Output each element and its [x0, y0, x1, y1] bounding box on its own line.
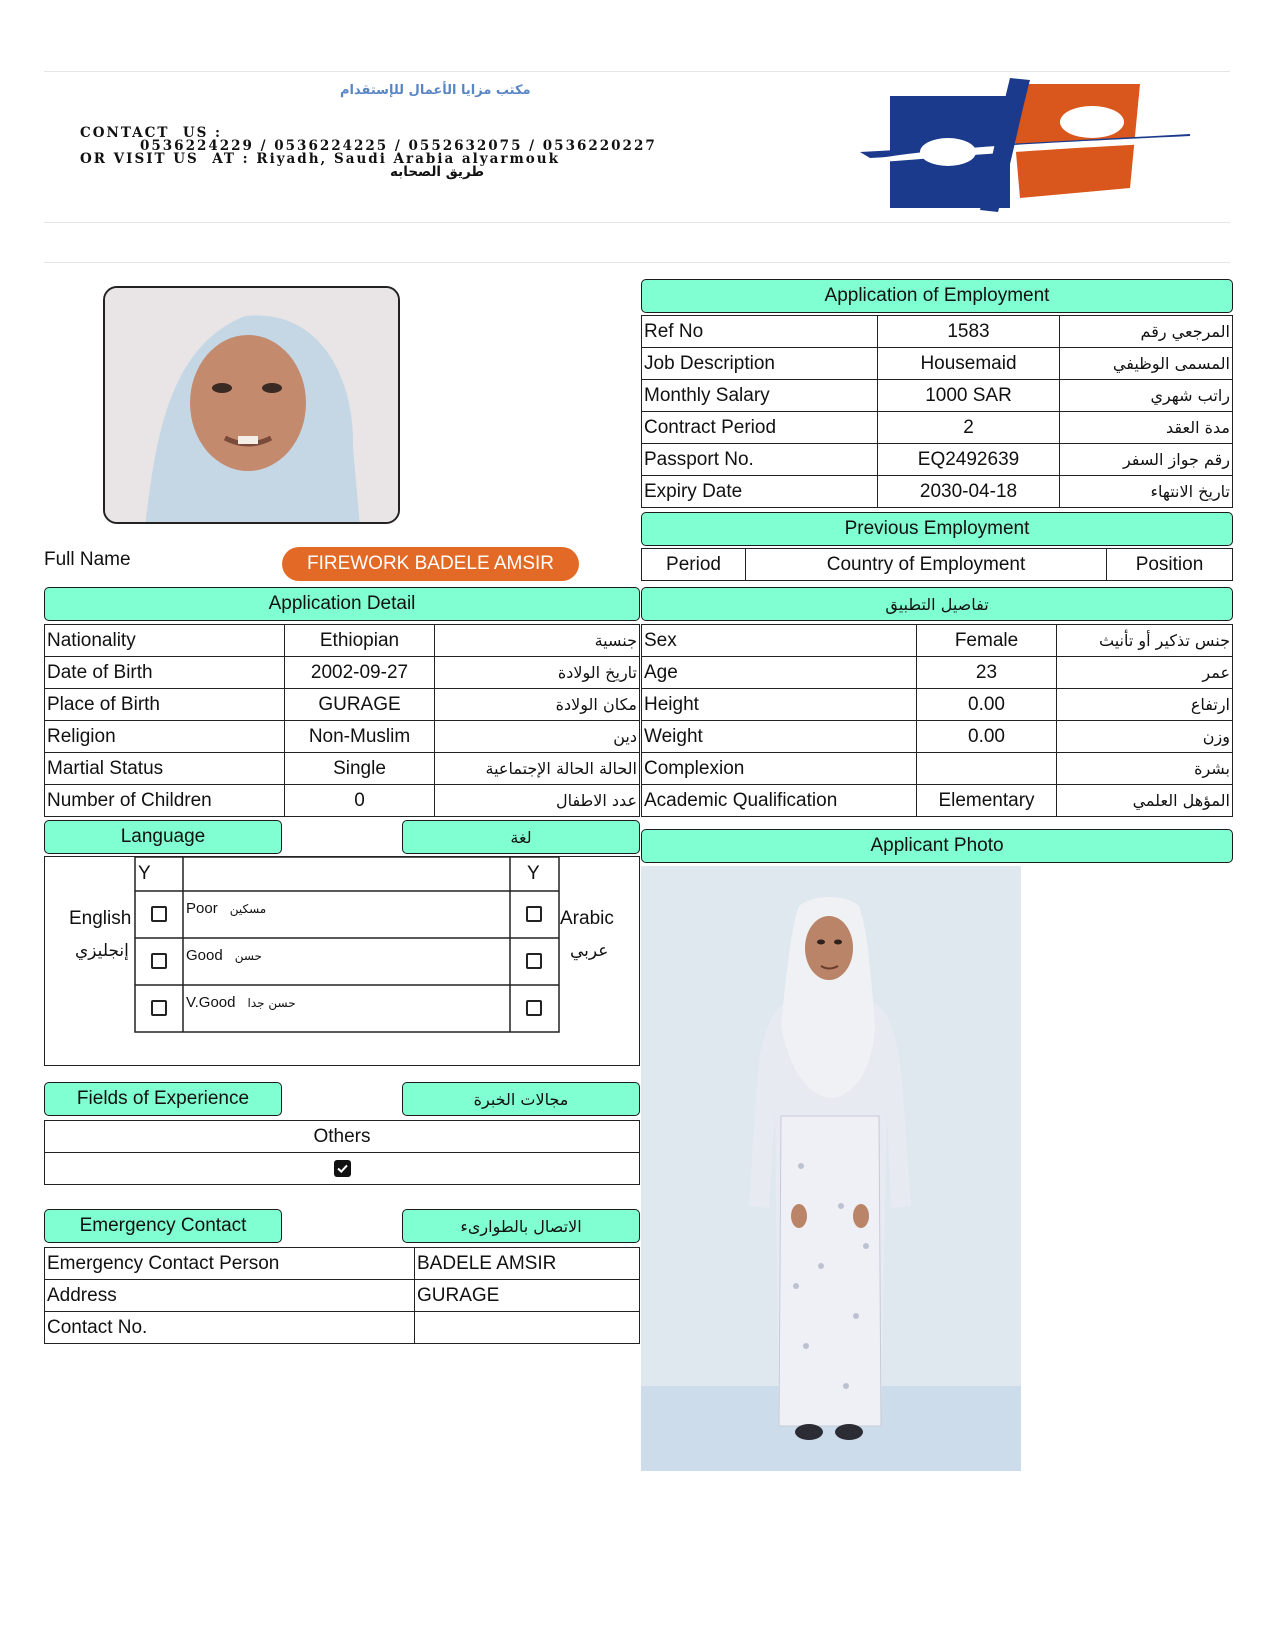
table-row: [45, 625, 640, 657]
application-detail-arabic-header: تفاصيل التطبيق: [641, 587, 1233, 621]
qualification-value: Elementary: [917, 785, 1057, 817]
salary-value: 1000 SAR: [878, 380, 1060, 412]
experience-header-arabic: مجالات الخبرة: [402, 1082, 640, 1116]
children-value: 0: [285, 785, 435, 817]
level-good: [186, 947, 262, 964]
experience-header: Fields of Experience: [44, 1082, 282, 1116]
previous-employment-table: [641, 548, 1233, 581]
language-box: [44, 856, 640, 1066]
row-label-arabic: جنس تذكير أو تأنيث: [1057, 625, 1233, 657]
row-label-arabic: عمر: [1057, 657, 1233, 689]
contact-phones: 0536224229 / 0536224225 / 0552632075 / 0536220227: [140, 138, 657, 154]
level-label-arabic: مسكين: [229, 902, 267, 916]
row-label-arabic: دين: [435, 721, 640, 753]
arabic-vgood-checkbox[interactable]: [526, 1000, 542, 1016]
row-label: Address: [45, 1280, 415, 1312]
contract-period-value: 2: [878, 412, 1060, 444]
section-rule: [44, 262, 1230, 263]
row-label: Height: [642, 689, 917, 721]
table-row: [45, 689, 640, 721]
column-header: Position: [1107, 549, 1233, 581]
row-label-arabic: تاريخ الولادة: [435, 657, 640, 689]
table-row: [642, 412, 1233, 444]
full-name-value: FIREWORK BADELE AMSIR: [282, 547, 579, 581]
level-vgood: [186, 994, 296, 1011]
application-detail-header: Application Detail: [44, 587, 640, 621]
header-rule-bottom: [44, 222, 1230, 223]
experience-check-cell: [45, 1153, 640, 1185]
table-row: [45, 721, 640, 753]
level-label-arabic: حسن: [234, 949, 262, 963]
others-checkbox[interactable]: [334, 1160, 351, 1177]
table-row: [642, 444, 1233, 476]
applicant-photo-header: Applicant Photo: [641, 829, 1233, 863]
check-icon: [334, 1160, 351, 1177]
row-label: Emergency Contact Person: [45, 1248, 415, 1280]
column-header: Period: [642, 549, 746, 581]
row-label: Age: [642, 657, 917, 689]
arabic-label: Arabic: [560, 908, 614, 929]
contact-label: CONTACT US :: [80, 125, 223, 141]
row-label-arabic: بشرة: [1057, 753, 1233, 785]
weight-value: 0.00: [917, 721, 1057, 753]
row-label: Martial Status: [45, 753, 285, 785]
job-description-value: Housemaid: [878, 348, 1060, 380]
table-row: [642, 753, 1233, 785]
table-row: [45, 1312, 640, 1344]
applicant-full-photo: [641, 866, 1021, 1481]
table-row: [45, 785, 640, 817]
table-row: [642, 625, 1233, 657]
row-label-arabic: ارتفاع: [1057, 689, 1233, 721]
emergency-table: [44, 1247, 640, 1344]
row-label-arabic: مدة العقد: [1060, 412, 1233, 444]
arabic-poor-checkbox[interactable]: [526, 906, 542, 922]
employment-header: Application of Employment: [641, 279, 1233, 313]
dob-value: 2002-09-27: [285, 657, 435, 689]
english-poor-checkbox[interactable]: [151, 906, 167, 922]
row-label-arabic: وزن: [1057, 721, 1233, 753]
language-grid: [45, 857, 641, 1067]
emergency-address-value: GURAGE: [415, 1280, 640, 1312]
height-value: 0.00: [917, 689, 1057, 721]
row-label-arabic: مكان الولادة: [435, 689, 640, 721]
level-label-arabic: حسن جدا: [247, 996, 296, 1010]
sex-value: Female: [917, 625, 1057, 657]
personal-detail-table: [641, 624, 1233, 817]
contact-block: [80, 127, 657, 179]
row-label: Nationality: [45, 625, 285, 657]
row-label: Academic Qualification: [642, 785, 917, 817]
row-label-arabic: المسمى الوظيفي: [1060, 348, 1233, 380]
portrait-image: [105, 288, 400, 524]
row-label: Weight: [642, 721, 917, 753]
emergency-person-value: BADELE AMSIR: [415, 1248, 640, 1280]
contact-street-arabic: طريق الصحابه: [390, 164, 485, 180]
table-row: [45, 753, 640, 785]
table-row: [45, 1248, 640, 1280]
level-label: Good: [186, 947, 223, 964]
portrait-photo: [103, 286, 400, 524]
language-header: Language: [44, 820, 282, 854]
application-detail-table: [44, 624, 640, 817]
office-name-arabic: مكتب مزايا الأعمال للإستقدام: [340, 83, 531, 98]
row-label-arabic: المرجعي رقم: [1060, 316, 1233, 348]
table-row: [642, 380, 1233, 412]
level-poor: [186, 900, 266, 917]
age-value: 23: [917, 657, 1057, 689]
ref-no-value: 1583: [878, 316, 1060, 348]
table-row: [45, 1121, 640, 1153]
row-label: Passport No.: [642, 444, 878, 476]
row-label-arabic: تاريخ الانتهاء: [1060, 476, 1233, 508]
experience-field-label: Others: [45, 1121, 640, 1153]
emergency-phone-value: [415, 1312, 640, 1344]
table-row: [642, 476, 1233, 508]
english-good-checkbox[interactable]: [151, 953, 167, 969]
company-logo: [860, 78, 1210, 218]
row-label: Monthly Salary: [642, 380, 878, 412]
nationality-value: Ethiopian: [285, 625, 435, 657]
table-row: [642, 549, 1233, 581]
expiry-value: 2030-04-18: [878, 476, 1060, 508]
row-label-arabic: راتب شهري: [1060, 380, 1233, 412]
row-label-arabic: الحالة الحالة الإجتماعية: [435, 753, 640, 785]
level-label: V.Good: [186, 994, 236, 1011]
row-label-arabic: المؤهل العلمي: [1057, 785, 1233, 817]
row-label: Expiry Date: [642, 476, 878, 508]
row-label: Place of Birth: [45, 689, 285, 721]
english-y-header: Y: [138, 863, 151, 884]
row-label: Sex: [642, 625, 917, 657]
previous-employment-header: Previous Employment: [641, 512, 1233, 546]
row-label: Religion: [45, 721, 285, 753]
english-label-arabic: إنجليزي: [75, 941, 129, 961]
table-row: [45, 1280, 640, 1312]
employment-table: [641, 315, 1233, 508]
table-row: [642, 657, 1233, 689]
row-label: Ref No: [642, 316, 878, 348]
complexion-value: [917, 753, 1057, 785]
header-rule-top: [44, 71, 1230, 72]
table-row: [642, 348, 1233, 380]
level-label: Poor: [186, 900, 218, 917]
contact-address: OR VISIT US AT : Riyadh, Saudi Arabia alyarmouk: [80, 151, 560, 167]
table-row: [45, 657, 640, 689]
row-label-arabic: عدد الاطفال: [435, 785, 640, 817]
row-label: Date of Birth: [45, 657, 285, 689]
emergency-header-arabic: الاتصال بالطوارىء: [402, 1209, 640, 1243]
language-header-arabic: لغة: [402, 820, 640, 854]
arabic-good-checkbox[interactable]: [526, 953, 542, 969]
row-label: Contract Period: [642, 412, 878, 444]
row-label: Complexion: [642, 753, 917, 785]
table-row: [642, 721, 1233, 753]
english-label: English: [69, 908, 132, 929]
row-label: Number of Children: [45, 785, 285, 817]
column-header: Country of Employment: [746, 549, 1107, 581]
arabic-y-header: Y: [527, 863, 540, 884]
birthplace-value: GURAGE: [285, 689, 435, 721]
row-label-arabic: رقم جواز السفر: [1060, 444, 1233, 476]
english-vgood-checkbox[interactable]: [151, 1000, 167, 1016]
experience-table: [44, 1120, 640, 1185]
religion-value: Non-Muslim: [285, 721, 435, 753]
table-row: [642, 316, 1233, 348]
arabic-label-arabic: عربي: [570, 941, 609, 961]
table-row: [45, 1153, 640, 1185]
row-label-arabic: جنسية: [435, 625, 640, 657]
marital-status-value: Single: [285, 753, 435, 785]
table-row: [642, 785, 1233, 817]
row-label: Job Description: [642, 348, 878, 380]
full-name-label: Full Name: [44, 549, 131, 570]
passport-value: EQ2492639: [878, 444, 1060, 476]
emergency-header: Emergency Contact: [44, 1209, 282, 1243]
row-label: Contact No.: [45, 1312, 415, 1344]
table-row: [642, 689, 1233, 721]
